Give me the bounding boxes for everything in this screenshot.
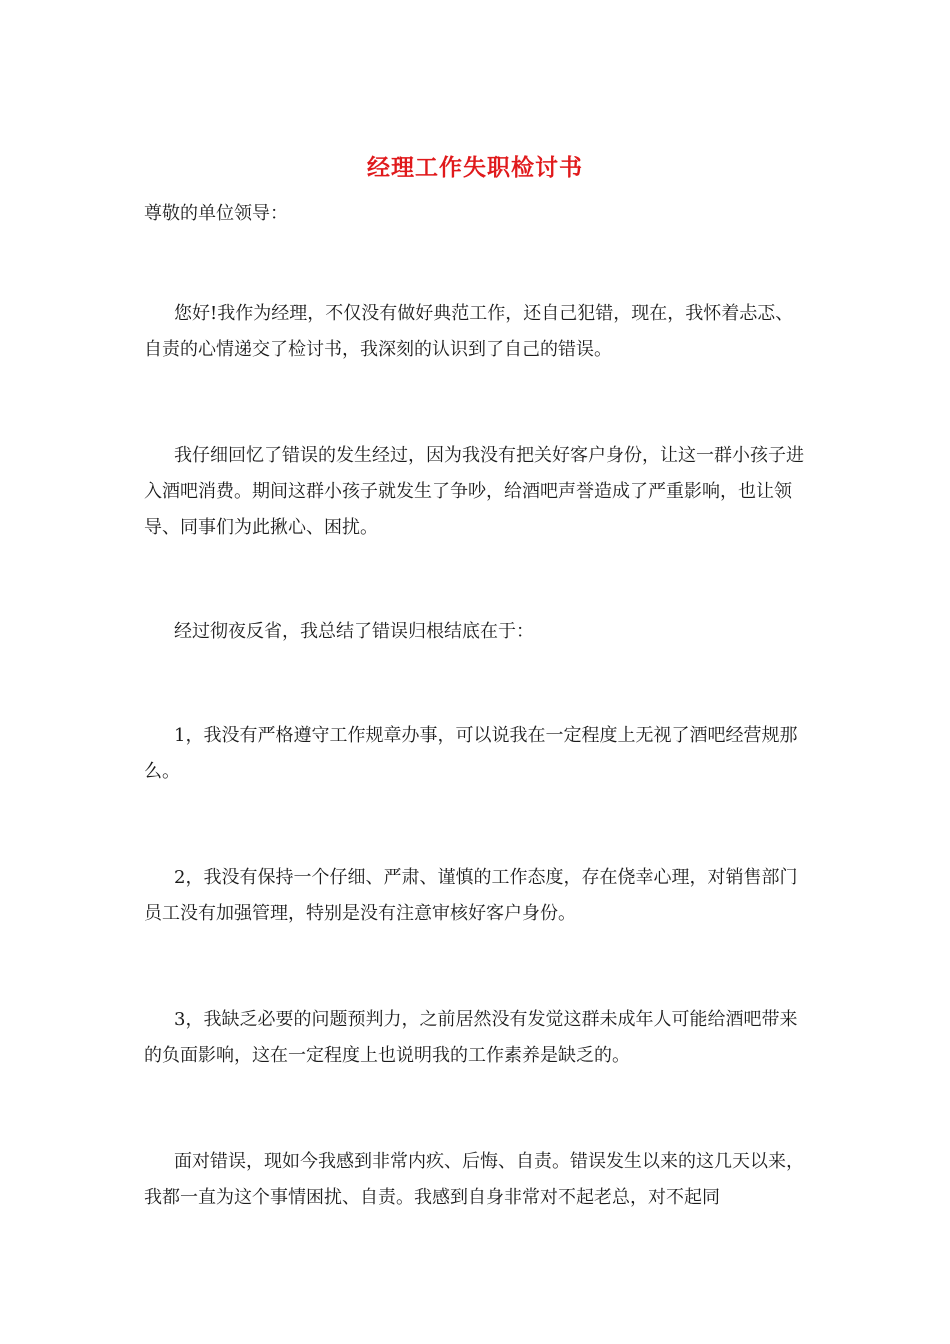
- paragraph-6: 3，我缺乏必要的问题预判力，之前居然没有发觉这群未成年人可能给酒吧带来的负面影响，这在一定程度上也说明我的工作素养是缺乏的。: [144, 1009, 798, 1066]
- paragraph-3: 经过彻夜反省，我总结了错误归根结底在于：: [174, 621, 534, 642]
- paragraph-7: 面对错误，现如今我感到非常内疚、后悔、自责。错误发生以来的这几天以来，我都一直为这个事情困扰、自责。我感到自身非常对不起老总，对不起同: [144, 1151, 804, 1208]
- paragraph-5: 2，我没有保持一个仔细、严肃、谨慎的工作态度，存在侥幸心理，对销售部门员工没有加强管理，特别是没有注意审核好客户身份。: [144, 867, 798, 924]
- paragraph-1: 您好!我作为经理，不仅没有做好典范工作，还自己犯错，现在，我怀着忐忑、自责的心情递交了检讨书，我深刻的认识到了自己的错误。: [144, 303, 794, 360]
- paragraph-4: 1，我没有严格遵守工作规章办事，可以说我在一定程度上无视了酒吧经营规那么。: [144, 725, 798, 782]
- document-title: 经理工作失职检讨书: [367, 154, 583, 181]
- paragraph-2: 我仔细回忆了错误的发生经过，因为我没有把关好客户身份，让这一群小孩子进入酒吧消费。期间这群小孩子就发生了争吵，给酒吧声誉造成了严重影响，也让领导、同事们为此揪心、困扰。: [144, 445, 804, 538]
- greeting: 尊敬的单位领导：: [144, 203, 288, 224]
